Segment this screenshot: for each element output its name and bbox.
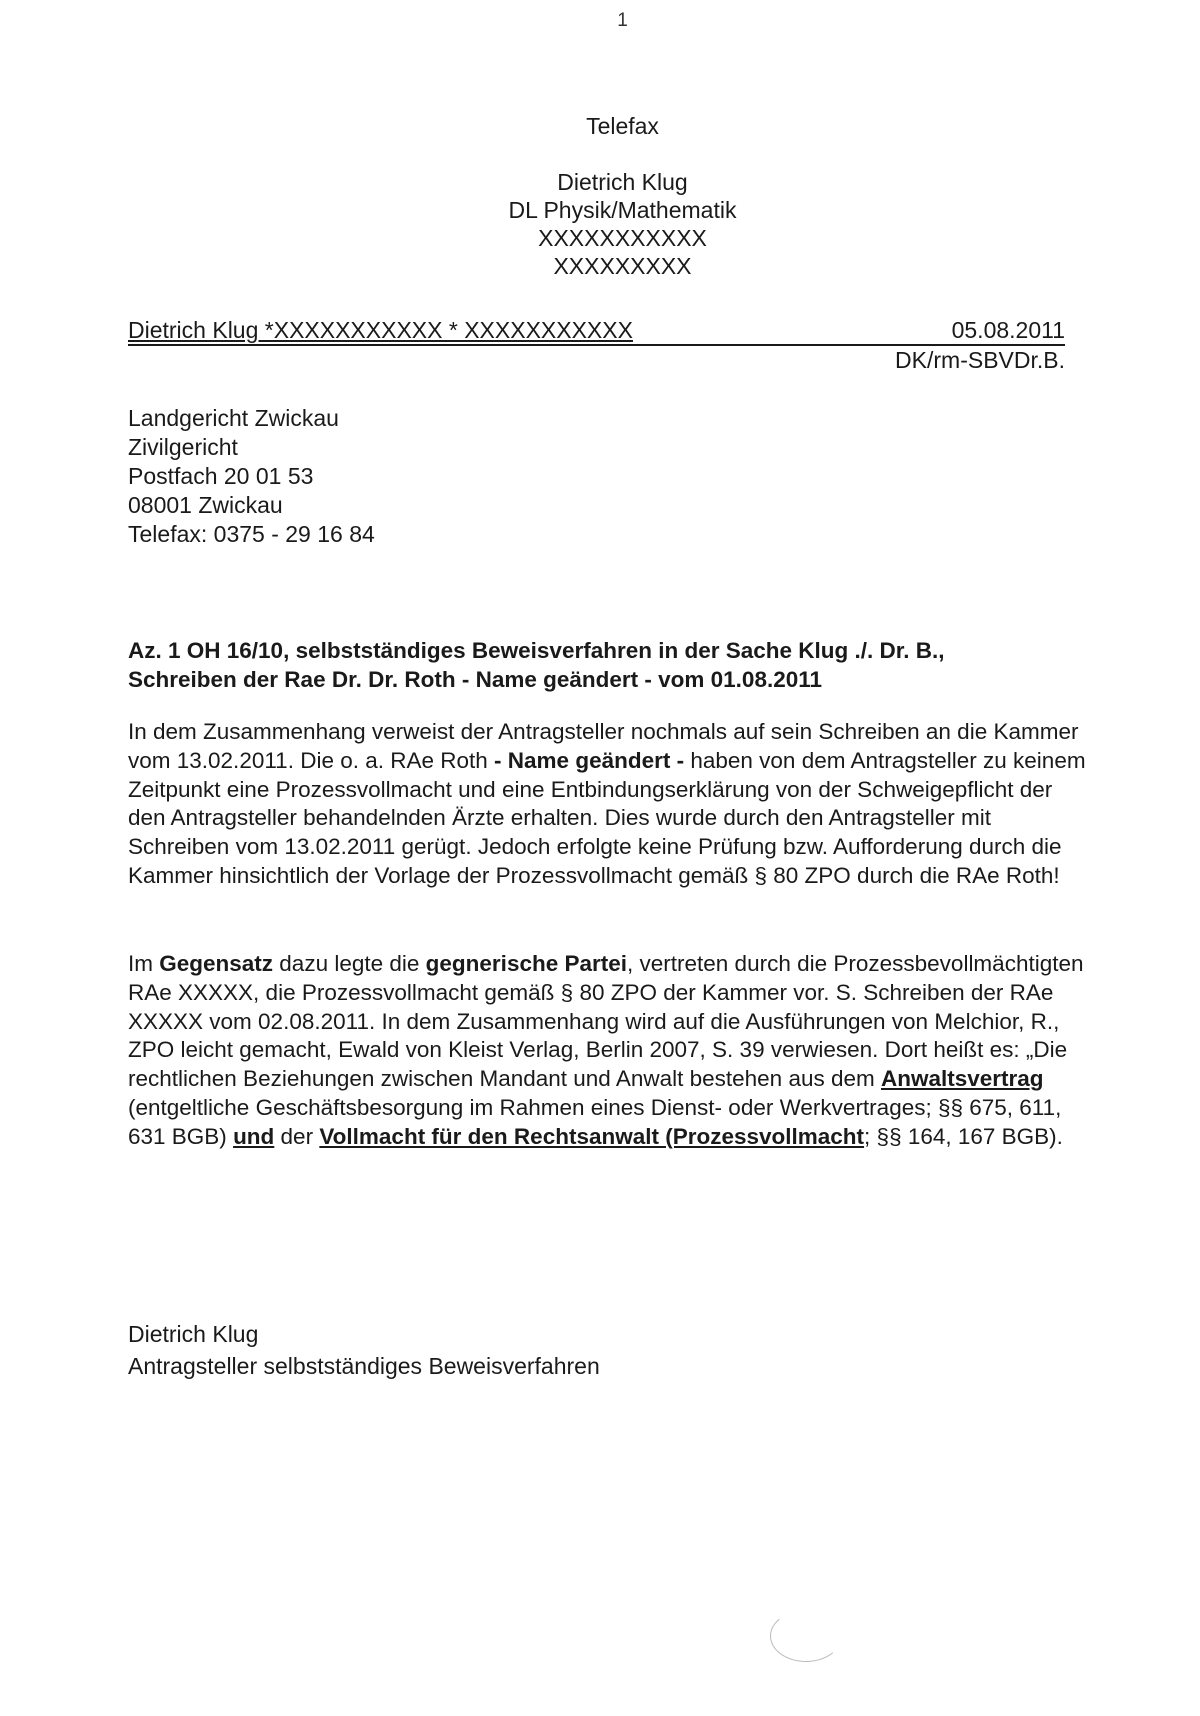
page-number: 1 <box>617 10 628 31</box>
signature-name: Dietrich Klug <box>128 1321 259 1347</box>
paragraph-text: , vertreten durch die Prozessbevollmächtigten RAe XXXXX, die Prozessvollmacht gemäß § 80 ZPO der Kammer vor. S. Schreiben der RAe XXXXX vom 02.08.2011. In dem Zusammenhang wird auf die Ausführungen von Melchior, R., ZPO leicht gemacht, Ewald von Kleist Verlag, Berlin 2007, S. 39 verwiesen. Dort heißt es: „Die rechtlichen Beziehungen zwischen Mandant und Anwalt bestehen aus dem <box>128 951 1084 1092</box>
paragraph-text: ; §§ 164, 167 BGB). <box>864 1123 1063 1149</box>
paragraph-bold-text: gegnerische Partei <box>425 951 628 976</box>
letterhead <box>0 112 1200 280</box>
recipient-address <box>128 404 375 549</box>
paragraph-text: Im <box>128 951 160 976</box>
recipient-line: 08001 Zwickau <box>128 492 283 518</box>
subject-line-2: Schreiben der Rae Dr. Dr. Roth - Name geändert - vom 01.08.2011 <box>128 667 823 692</box>
letterhead-degree: DL Physik/Mathematik <box>508 197 737 223</box>
recipient-fax: Telefax: 0375 - 29 16 84 <box>128 521 375 547</box>
paragraph-text: der <box>274 1123 320 1149</box>
scan-artifact <box>770 1610 842 1662</box>
paragraph-text: In dem Zusammenhang verweist der Antragsteller nochmals auf sein Schreiben an die Kammer vom 13.02.2011. Die o. a. RAe Roth <box>128 719 1079 773</box>
paragraph-emphasis-text: und <box>233 1123 275 1149</box>
recipient-line: Landgericht Zwickau <box>128 405 339 431</box>
letterhead-name: Dietrich Klug <box>557 169 688 195</box>
signature-role: Antragsteller selbstständiges Beweisverfahren <box>128 1353 600 1379</box>
sender-line <box>128 316 1065 346</box>
paragraph-text: dazu legte die <box>273 951 426 976</box>
paragraph-bold-text: - Name geändert - <box>494 747 685 773</box>
subject-line <box>128 636 1088 694</box>
fax-title: Telefax <box>586 113 659 139</box>
letter-date: 05.08.2011 <box>951 317 1065 343</box>
letterhead-address-line1: XXXXXXXXXXX <box>538 225 707 251</box>
body-paragraph-1 <box>128 718 1088 891</box>
subject-line-1: Az. 1 OH 16/10, selbstständiges Beweisverfahren in der Sache Klug ./. Dr. B., <box>128 638 945 663</box>
signature-block <box>128 1318 600 1382</box>
reference-code: DK/rm-SBVDr.B. <box>895 347 1065 373</box>
sender-address: Dietrich Klug *XXXXXXXXXXX * XXXXXXXXXXX <box>128 317 633 343</box>
paragraph-bold-text: Gegensatz <box>159 951 274 976</box>
paragraph-text: (entgeltliche Geschäftsbesorgung im Rahmen eines Dienst- oder Werkvertrages; §§ 675, 611, 631 BGB) <box>128 1094 1062 1149</box>
letterhead-address-line2: XXXXXXXXX <box>553 253 692 279</box>
paragraph-emphasis-text: Anwaltsvertrag <box>881 1066 1044 1092</box>
paragraph-text: haben von dem Antragsteller zu keinem Zeitpunkt eine Prozessvollmacht und eine Entbindungserklärung von der Schweigepflicht der den Antragsteller behandelnden Ärzte erhalten. Dies wurde durch den Antragsteller mit Schreiben vom 13.02.2011 gerügt. Jedoch erfolgte keine Prüfung bzw. Aufforderung durch die Kammer hinsichtlich der Vorlage der Prozessvollmacht gemäß § 80 ZPO durch die RAe Roth! <box>128 747 1086 888</box>
recipient-line: Postfach 20 01 53 <box>128 463 314 489</box>
recipient-line: Zivilgericht <box>128 434 238 460</box>
body-paragraph-2 <box>128 950 1088 1152</box>
paragraph-emphasis-text: Vollmacht für den Rechtsanwalt (Prozessvollmacht <box>319 1123 865 1149</box>
